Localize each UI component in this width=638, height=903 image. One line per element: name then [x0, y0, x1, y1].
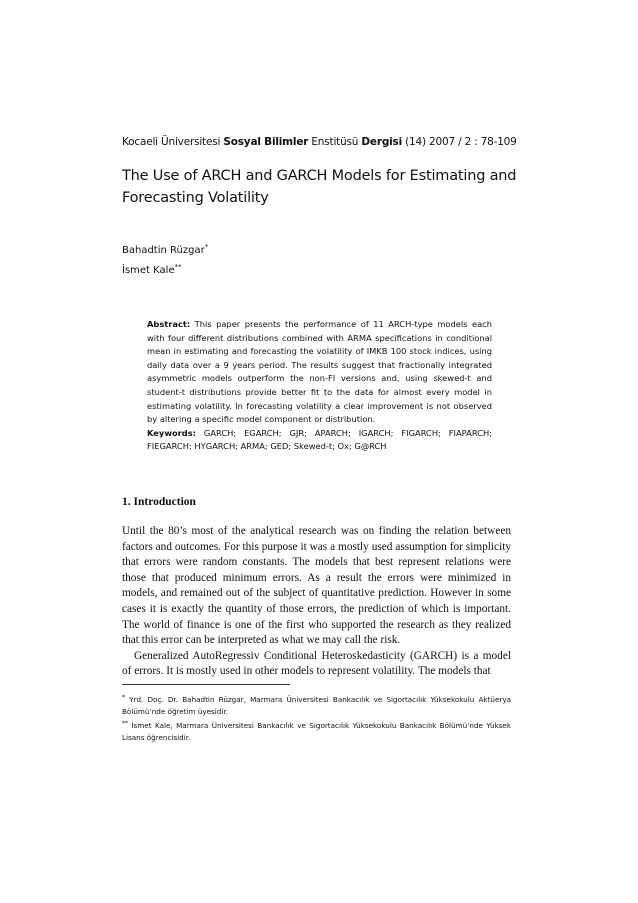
footnote-text: Yrd. Doç. Dr. Bahadtin Rüzgar, Marmara Üniversitesi Bankacılık ve Sigortacılık Yüksekokulu Aktüerya Bölümü’nde öğretim üyesidir.	[122, 695, 511, 716]
paper-title	[122, 165, 522, 209]
footnote-text: İsmet Kale, Marmara Üniversitesi Bankacılık ve Sigortacılık Yüksekokulu Bankacılık Bölümü’nde Yüksek Lisans öğrencisidir.	[122, 721, 511, 742]
journal-issue: (14) 2007 / 2 : 78-109	[402, 136, 517, 148]
section-body	[122, 524, 511, 680]
footnotes	[122, 692, 511, 744]
journal-name-bold: Sosyal Bilimler	[223, 136, 309, 148]
section-heading: 1. Introduction	[122, 496, 196, 508]
journal-name-bold: Dergisi	[361, 136, 402, 148]
author-name: Bahadtin Rüzgar	[122, 245, 205, 256]
journal-header	[122, 135, 542, 149]
footnote-mark: *	[122, 694, 125, 701]
author	[122, 239, 208, 259]
abstract-paragraph	[147, 318, 492, 427]
body-paragraph: Generalized AutoRegressiv Conditional Heteroskedasticity (GARCH) is a model of errors. It is mostly used in other models to represent volatility. The models that	[122, 649, 511, 678]
journal-name-part: Kocaeli Üniversitesi	[122, 136, 224, 148]
footnote	[122, 692, 511, 717]
author-name: İsmet Kale	[122, 265, 175, 276]
title-line: Forecasting Volatility	[122, 190, 269, 206]
author-list	[122, 239, 208, 279]
keywords-paragraph	[147, 427, 492, 454]
footnote-mark: **	[122, 720, 128, 728]
abstract-text: This paper presents the performance of 11 ARCH-type models each with four different distributions combined with ARMA specifications in conditional mean in estimating and forecasting the volatility of IMKB 100 stock indices, using daily data over a 9 years period. The results suggest that fractionally integrated asymmetric models outperform the non-FI versions and, using skewed-t and student-t distributions provide better fit to the data for almost every model in estimating volatility. In forecasting volatility a clear improvement is not observed by altering a specific model component or distribution.	[147, 319, 492, 425]
body-paragraph: Until the 80’s most of the analytical research was on finding the relation between factors and outcomes. For this purpose it was a mostly used assumption for simplicity that errors were random constants. The models that best represent relations were those that produced minimum errors. As a result the errors were minimized in models, and remained out of the subject of quantitative prediction. However in some cases it is exactly the quantity of those errors, the prediction of which is important. The world of finance is one of the first who supported the research as they realized that this error can be interpreted as what we may call the risk.	[122, 525, 511, 647]
journal-name-part: Enstitüsü	[308, 136, 362, 148]
author-footnote-mark: **	[174, 263, 182, 271]
footnote-separator	[122, 684, 290, 685]
abstract-label: Abstract:	[147, 319, 191, 329]
abstract-block	[147, 318, 492, 454]
keywords-text: GARCH; EGARCH; GJR; APARCH; IGARCH; FIGARCH; FIAPARCH; FIEGARCH; HYGARCH; ARMA; GED; Skewed-t; Ox; G@RCH	[147, 427, 492, 452]
footnote	[122, 718, 511, 743]
author-footnote-mark: *	[204, 243, 209, 251]
keywords-label: Keywords:	[147, 427, 196, 438]
author	[122, 259, 208, 279]
title-line: The Use of ARCH and GARCH Models for Estimating and	[122, 168, 517, 184]
